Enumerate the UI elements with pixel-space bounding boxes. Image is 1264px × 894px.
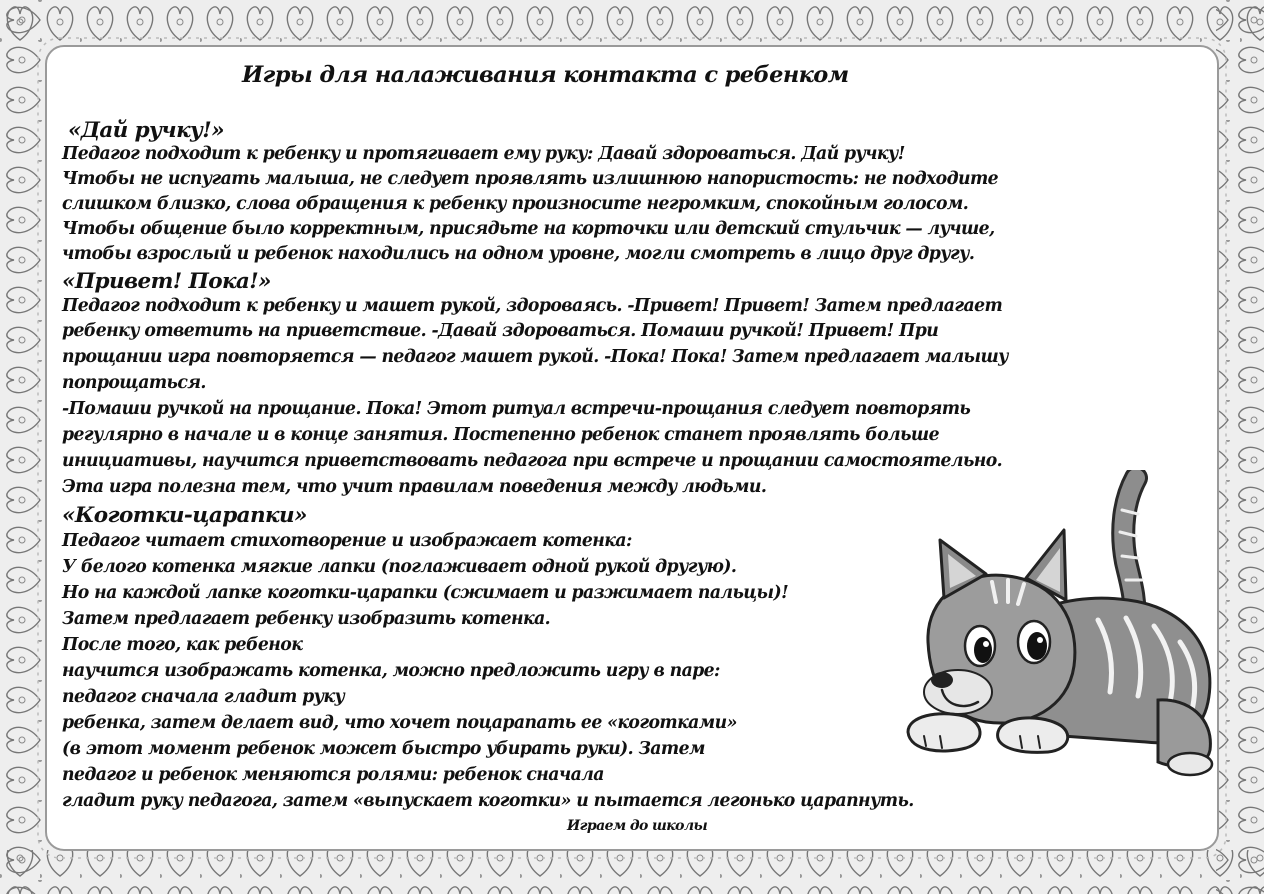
game-2-line-5: -Помаши ручкой на прощание. Пока! Этот ритуал встречи-прощания следует повторять [62, 399, 971, 419]
game-3-line-10: педагог и ребенок меняются ролями: ребенок сначала [62, 765, 604, 785]
game-1-line-4: Чтобы общение было корректным, присядьте на корточки или детский стульчик — лучше, [62, 219, 995, 239]
game-2-line-8: Эта игра полезна тем, что учит правилам поведения между людьми. [62, 477, 767, 497]
game-3-line-6: научится изображать котенка, можно предложить игру в паре: [62, 661, 720, 681]
game-3-line-8: ребенка, затем делает вид, что хочет поцарапать ее «коготками» [62, 713, 737, 733]
game-3-line-2: У белого котенка мягкие лапки (поглаживает одной рукой другую). [62, 557, 737, 577]
game-1-line-5: чтобы взрослый и ребенок находились на одном уровне, могли смотреть в лицо друг другу. [62, 244, 975, 264]
page-title: Игры для налаживания контакта с ребенком [242, 62, 849, 88]
game-3-line-4: Затем предлагает ребенку изобразить котенка. [62, 609, 551, 629]
game-3-line-7: педагог сначала гладит руку [62, 687, 345, 707]
game-2-line-2: ребенку ответить на приветствие. -Давай здороваться. Помаши ручкой! Привет! При [62, 321, 939, 341]
game-2-line-1: Педагог подходит к ребенку и машет рукой, здороваясь. -Привет! Привет! Затем предлагает [62, 296, 1003, 316]
game-2-line-3: прощании игра повторяется — педагог машет рукой. -Пока! Пока! Затем предлагает малышу [62, 347, 1008, 367]
kitten-illustration [888, 470, 1233, 792]
game-2-line-7: инициативы, научится приветствовать педагога при встрече и прощании самостоятельно. [62, 451, 1003, 471]
game-3-line-1: Педагог читает стихотворение и изображает котенка: [62, 531, 632, 551]
game-1-line-2: Чтобы не испугать малыша, не следует проявлять излишнюю напористость: не подходите [62, 169, 999, 189]
game-2-line-6: регулярно в начале и в конце занятия. Постепенно ребенок станет проявлять больше [62, 425, 939, 445]
footer-caption: Играем до школы [567, 818, 708, 834]
game-heading-2: «Привет! Пока!» [62, 269, 271, 294]
game-1-line-1: Педагог подходит к ребенку и протягивает ему руку: Давай здороваться. Дай ручку! [62, 144, 905, 164]
game-heading-1: «Дай ручку!» [68, 118, 224, 143]
game-2-line-4: попрощаться. [62, 373, 206, 393]
game-3-line-9: (в этот момент ребенок может быстро убирать руки). Затем [62, 739, 705, 759]
game-heading-3: «Коготки-царапки» [62, 503, 307, 528]
game-3-line-11: гладит руку педагога, затем «выпускает коготки» и пытается легонько царапнуть. [62, 791, 914, 811]
game-3-line-5: После того, как ребенок [62, 635, 303, 655]
game-1-line-3: слишком близко, слова обращения к ребенку произносите негромким, спокойным голосом. [62, 194, 969, 214]
game-3-line-3: Но на каждой лапке коготки-царапки (сжимает и разжимает пальцы)! [62, 583, 789, 603]
